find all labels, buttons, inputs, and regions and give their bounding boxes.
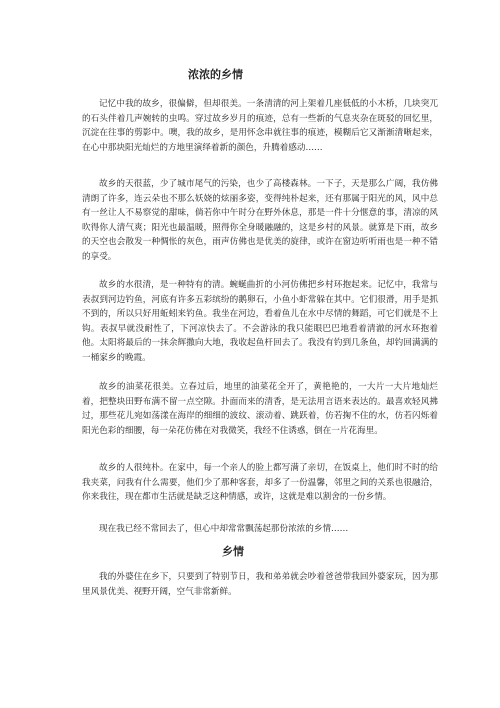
paragraph-4: 故乡的油菜花很美。立春过后，地里的油菜花全开了，黄艳艳的，一大片一大片地灿烂着，把整块田野布满不留一点空隙。扑面而来的清香，是无法用言语来表达的。最喜欢轻风拂过，那些花儿宛如荡漾在海岸的细细的波纹、滚动着、跳跃着，仿若掬不住的水，仿若闪烁着阳光色彩的细腰，每一朵花仿佛在对我微笑，我经不住诱惑，倒在一片花海里。	[82, 382, 438, 436]
paragraph-1: 记忆中我的故乡，很偏僻，但却很美。一条清清的河上架着几座低低的小木桥，几块突兀的石头伴着几声婉转的虫鸣。穿过故乡岁月的痕迹，总有一些新的气息夹杂在斑驳的回忆里，沉淀在往事的剪影中。噢，我的故乡，是用怀念串就往事的痕迹，模糊后它又渐渐清晰起来，在心中那块阳光灿烂的方地里演绎着新的颜色，升腾着感动……	[82, 99, 438, 153]
paragraph-5: 故乡的人很纯朴。在家中，每一个亲人的脸上都写满了亲切，在饭桌上，他们时不时的给我夹菜，问我有什么需要，他们少了那种客套，却多了一份温馨，邻里之间的关系也很融洽，你来我往，现在都市生活就是缺乏这种情感，或许，这就是难以割舍的一份乡情。	[82, 463, 438, 503]
paragraph-6: 现在我已经不常回去了，但心中却常常飘荡起那份浓浓的乡情……	[99, 524, 349, 534]
paragraph-2: 故乡的天很蓝，少了城市尾气的污染，也少了高楼森林。一下子，天是那么广阔，我仿佛清朗了许多，连云朵也不那么妖娆的炫丽多姿，变得纯朴起来，还有那属于阳光的风，风中总有一丝让人不易察觉的甜味，倘若你中午时分在野外休息，那是一件十分惬意的事，清凉的风吹得你人清气爽；阳光也最温暖，照得你全身暖融融的，这是乡村的风景。就算是下雨，故乡的天空也会散发一种惆怅的灰色，雨声仿佛也是优美的旋律，或许在窗边听听雨也是一种不错的享受。	[82, 179, 438, 262]
second-article-title: 乡情	[222, 545, 244, 558]
article-title: 浓浓的乡情	[188, 68, 243, 81]
paragraph-3: 故乡的水很清，是一种特有的清。蜿蜒曲折的小河仿佛把乡村环抱起来。记忆中，我常与表叔到河边钓鱼，河底有许多五彩缤纷的鹅卵石，小鱼小虾常躲在其中。它们很滑，用手是抓不到的，所以只好用蚯蚓来钓鱼。我坐在河边，看着鱼儿在水中尽情的舞蹈，可它们就是不上钩。表叔早就没耐性了，下河凉快去了。不会游泳的我只能眼巴巴地看着清澈的河水环抱着他。太阳将最后的一抹余辉撒向大地，我收起鱼杆回去了。我没有钓到几条鱼，却钓回满满的一桶家乡的晚霞。	[82, 280, 438, 363]
second-paragraph-1: 我的外婆住在乡下，只要到了特别节日，我和弟弟就会吵着爸爸带我回外婆家玩，因为那里风景优美、视野开阔，空气非常新鲜。	[82, 572, 438, 597]
